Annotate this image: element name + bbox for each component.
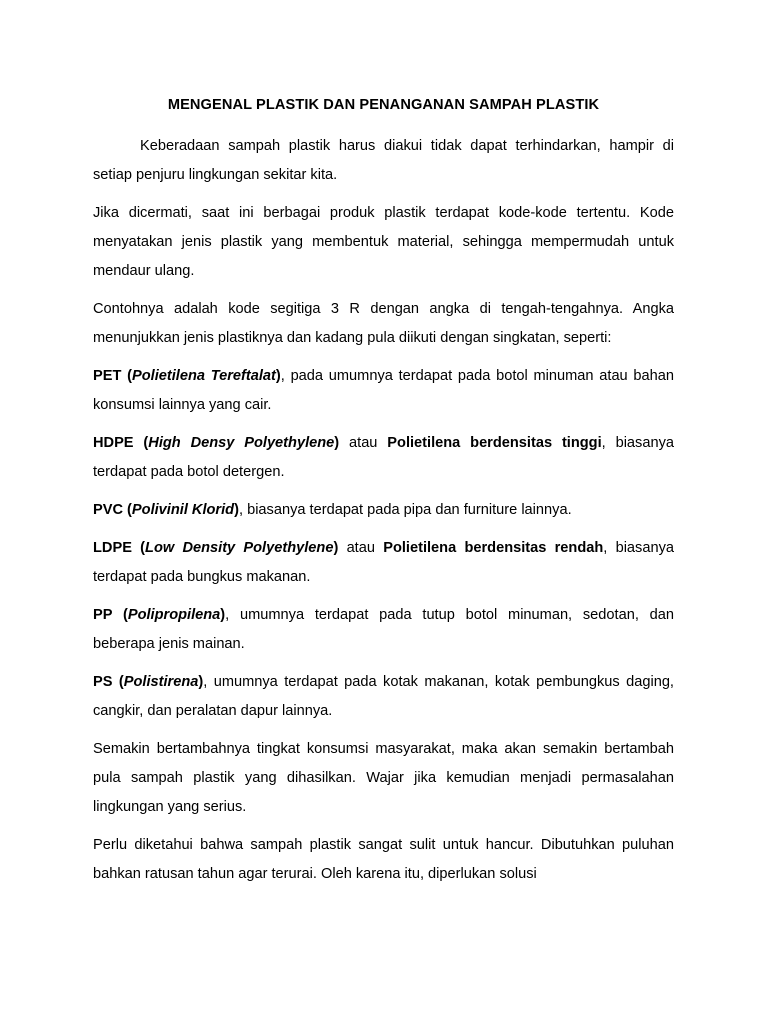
plastic-code: LDPE (: [93, 540, 146, 556]
plastic-description: , biasanya terdapat pada pipa dan furniture lainnya.: [238, 502, 572, 518]
plastic-item-pvc: [93, 496, 674, 525]
plastic-name: Polistirena: [123, 674, 199, 690]
plastic-close: ): [333, 540, 339, 556]
plastic-connector: atau: [339, 435, 388, 451]
plastic-item-pet: [93, 362, 674, 420]
plastic-code: PET (: [93, 368, 132, 384]
plastic-item-pp: [93, 601, 674, 659]
plastic-alt-name: Polietilena berdensitas rendah: [383, 540, 604, 556]
plastic-close: ): [220, 607, 226, 623]
plastic-description: , pada umumnya terdapat pada botol minuman atau bahan konsumsi lainnya yang cair.: [93, 368, 675, 413]
plastic-item-hdpe: [93, 429, 674, 487]
paragraph-triangle: Contohnya adalah kode segitiga 3 R dengan angka di tengah-tengahnya. Angka menunjukkan jenis plastiknya dan kadang pula diikuti dengan singkatan, seperti:: [93, 301, 674, 346]
paragraph-codes: Jika dicermati, saat ini berbagai produk plastik terdapat kode-kode tertentu. Kode menyatakan jenis plastik yang membentuk material, sehingga mempermudah untuk mendaur ulang.: [93, 205, 674, 279]
plastic-code: HDPE (: [93, 435, 149, 451]
document-page: [93, 94, 674, 898]
plastic-item-ps: [93, 668, 674, 726]
paragraph-decomposition: Perlu diketahui bahwa sampah plastik sangat sulit untuk hancur. Dibutuhkan puluhan bahkan ratusan tahun agar terurai. Oleh karena itu, diperlukan solusi: [93, 837, 674, 882]
plastic-close: ): [198, 674, 204, 690]
plastic-item-ldpe: [93, 534, 674, 592]
plastic-alt-name: Polietilena berdensitas tinggi: [387, 435, 602, 451]
paragraph-intro: Keberadaan sampah plastik harus diakui tidak dapat terhindarkan, hampir di setiap penjuru lingkungan sekitar kita.: [93, 138, 674, 183]
plastic-code: PP (: [93, 607, 128, 623]
plastic-close: ): [334, 435, 340, 451]
plastic-code: PS (: [93, 674, 124, 690]
plastic-name: Polipropilena: [127, 607, 221, 623]
paragraph-consumption: Semakin bertambahnya tingkat konsumsi masyarakat, maka akan semakin bertambah pula sampah plastik yang dihasilkan. Wajar jika kemudian menjadi permasalahan lingkungan yang serius.: [93, 741, 674, 815]
plastic-description: , umumnya terdapat pada kotak makanan, kotak pembungkus daging, cangkir, dan peralatan dapur lainnya.: [93, 674, 674, 719]
document-title: MENGENAL PLASTIK DAN PENANGANAN SAMPAH PLASTIK: [167, 97, 600, 113]
plastic-description: , umumnya terdapat pada tutup botol minuman, sedotan, dan beberapa jenis mainan.: [93, 607, 674, 652]
plastic-close: ): [275, 368, 281, 384]
plastic-name: Polietilena Tereftalat: [132, 368, 276, 384]
plastic-connector: atau: [338, 540, 384, 556]
plastic-name: Low Density Polyethylene: [145, 540, 334, 556]
plastic-description: , biasanya terdapat pada bungkus makanan.: [93, 540, 674, 585]
plastic-description: , biasanya terdapat pada botol detergen.: [93, 435, 674, 480]
plastic-close: ): [234, 502, 239, 518]
plastic-name: High Densy Polyethylene: [148, 435, 335, 451]
plastic-name: Polivinil Klorid: [131, 502, 235, 518]
plastic-code: PVC (: [93, 502, 132, 518]
